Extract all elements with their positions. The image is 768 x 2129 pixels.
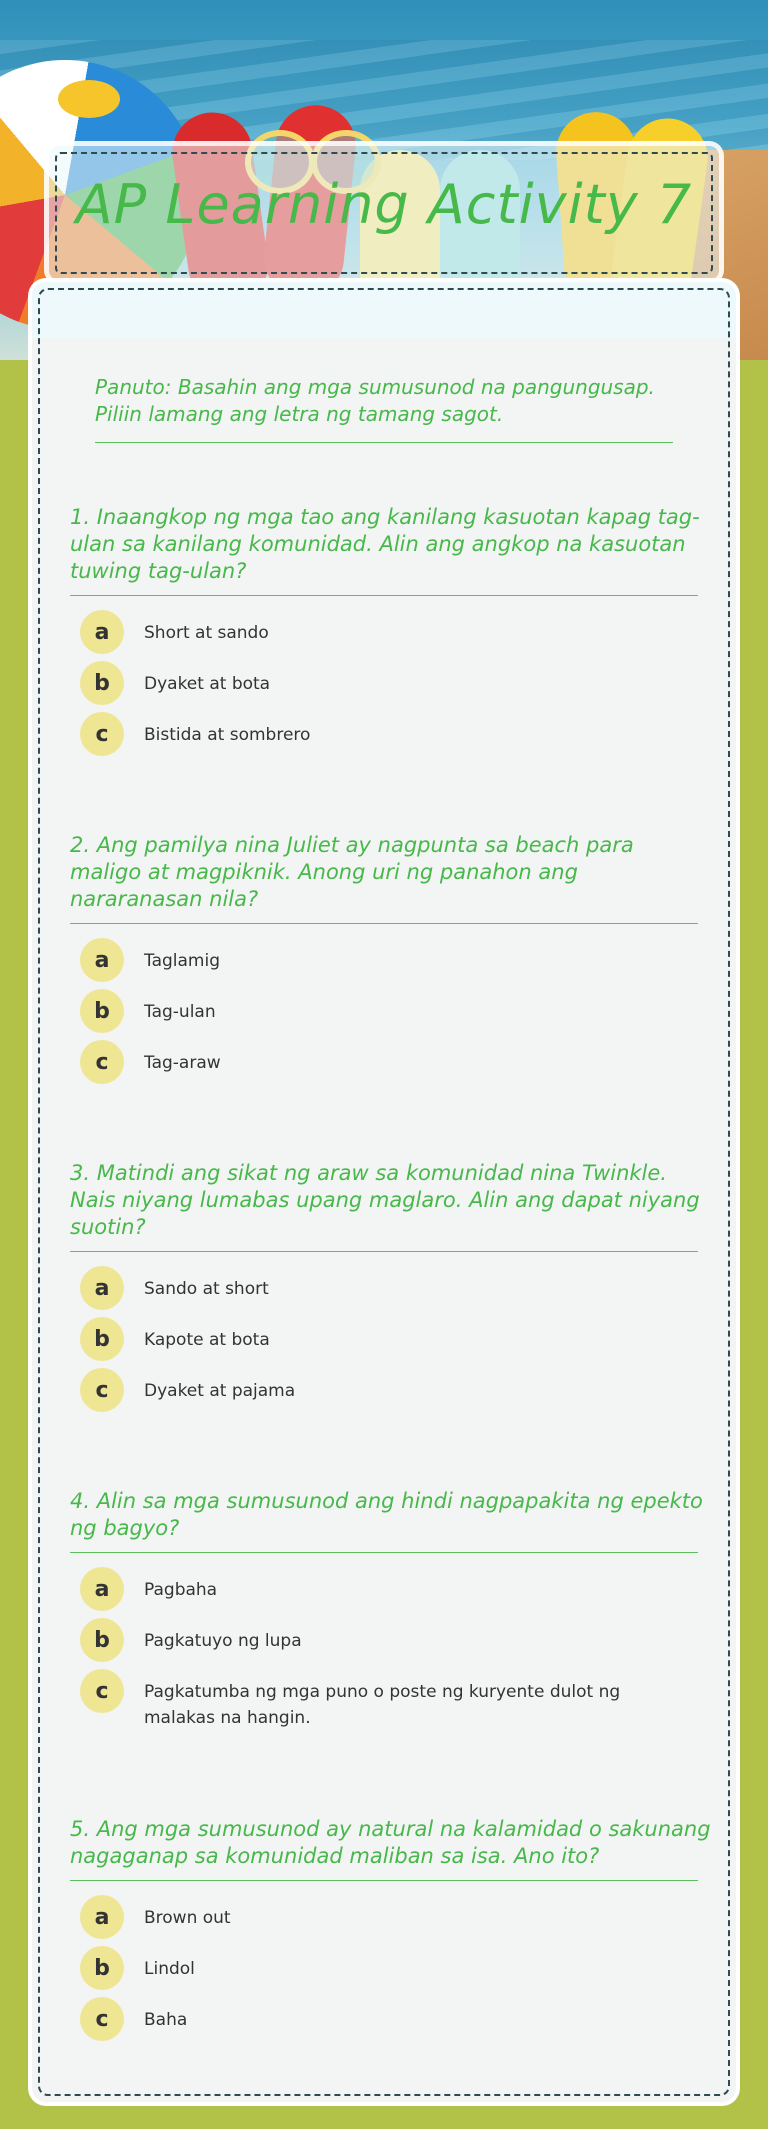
page-title: AP Learning Activity 7 (75, 173, 693, 236)
answer-option-a[interactable] (80, 610, 698, 654)
answer-option-c[interactable] (80, 1040, 698, 1084)
question-line: 1. Inaangkop ng mga tao ang kanilang kasuotan kapag tag- (70, 505, 700, 529)
question-text (70, 1816, 711, 1881)
question-line: ulan sa kanilang komunidad. Alin ang angkop na kasuotan (70, 532, 686, 556)
question-3 (70, 1160, 698, 1419)
question-line: maligo at magpiknik. Anong uri ng panahon ang (70, 860, 578, 884)
answer-option-a[interactable] (80, 938, 698, 982)
option-letter-badge: a (80, 1567, 124, 1611)
question-1 (70, 504, 698, 763)
question-line: 2. Ang pamilya nina Juliet ay nagpunta sa beach para (70, 833, 634, 857)
instructions-line: Panuto: Basahin ang mga sumusunod na pangungusap. (95, 375, 655, 399)
question-4 (70, 1488, 703, 1738)
answer-option-b[interactable] (80, 1946, 698, 1990)
card-top-band (32, 282, 736, 338)
answer-option-c[interactable] (80, 1997, 698, 2041)
answer-option-b[interactable] (80, 989, 698, 1033)
option-label: Pagbaha (144, 1580, 218, 1600)
option-letter-badge: a (80, 610, 124, 654)
option-label: Sando at short (144, 1279, 269, 1299)
option-letter-badge: a (80, 1895, 124, 1939)
option-letter-badge: b (80, 661, 124, 705)
option-letter-badge: b (80, 1618, 124, 1662)
worksheet-card (32, 282, 736, 2102)
instructions-line: Piliin lamang ang letra ng tamang sagot. (95, 402, 504, 426)
answer-option-c[interactable] (80, 1368, 698, 1412)
question-line: suotin? (70, 1215, 146, 1239)
option-letter-badge: a (80, 938, 124, 982)
option-letter-badge: c (80, 712, 124, 756)
answer-options (70, 938, 698, 1084)
answer-option-b[interactable] (80, 1317, 698, 1361)
answer-option-a[interactable] (80, 1266, 698, 1310)
answer-options (70, 1266, 698, 1412)
option-letter-badge: c (80, 1669, 124, 1713)
title-card (49, 146, 719, 280)
question-text (70, 1160, 698, 1252)
answer-options (70, 1895, 698, 2041)
question-line: Nais niyang lumabas upang maglaro. Alin ang dapat niyang (70, 1188, 700, 1212)
question-line: 4. Alin sa mga sumusunod ang hindi nagpapakita ng epekto (70, 1489, 703, 1513)
question-text (70, 504, 698, 596)
instructions (95, 374, 673, 443)
option-label: Kapote at bota (144, 1330, 270, 1350)
option-label: Bistida at sombrero (144, 725, 311, 745)
answer-options (70, 1567, 698, 1731)
option-label: Dyaket at bota (144, 674, 271, 694)
option-letter-badge: c (80, 1040, 124, 1084)
option-letter-badge: b (80, 1946, 124, 1990)
option-label: Lindol (144, 1959, 195, 1979)
option-label: Tag-ulan (144, 1002, 216, 1022)
answer-option-a[interactable] (80, 1567, 698, 1611)
question-5 (70, 1816, 711, 2048)
question-line: 3. Matindi ang sikat ng araw sa komunidad nina Twinkle. (70, 1161, 667, 1185)
question-line: tuwing tag-ulan? (70, 559, 247, 583)
option-label: Tag-araw (144, 1053, 221, 1073)
answer-options (70, 610, 698, 756)
option-label: Baha (144, 2010, 188, 2030)
answer-option-a[interactable] (80, 1895, 698, 1939)
question-text (70, 1488, 703, 1553)
question-line: nararanasan nila? (70, 887, 259, 911)
question-line: nagaganap sa komunidad maliban sa isa. Ano ito? (70, 1844, 600, 1868)
answer-option-b[interactable] (80, 661, 698, 705)
option-letter-badge: a (80, 1266, 124, 1310)
question-line: 5. Ang mga sumusunod ay natural na kalamidad o sakunang (70, 1817, 711, 1841)
question-line: ng bagyo? (70, 1516, 180, 1540)
option-letter-badge: c (80, 1997, 124, 2041)
option-label: Brown out (144, 1908, 231, 1928)
option-letter-badge: b (80, 1317, 124, 1361)
option-label: Short at sando (144, 623, 269, 643)
option-label: Pagkatumba ng mga puno o poste ng kuryente dulot ng malakas na hangin. (144, 1682, 621, 1728)
option-label: Pagkatuyo ng lupa (144, 1631, 302, 1651)
option-letter-badge: c (80, 1368, 124, 1412)
answer-option-c[interactable] (80, 1669, 698, 1731)
question-2 (70, 832, 698, 1091)
question-text (70, 832, 698, 924)
answer-option-b[interactable] (80, 1618, 698, 1662)
option-letter-badge: b (80, 989, 124, 1033)
option-label: Taglamig (144, 951, 220, 971)
answer-option-c[interactable] (80, 712, 698, 756)
option-label: Dyaket at pajama (144, 1381, 296, 1401)
